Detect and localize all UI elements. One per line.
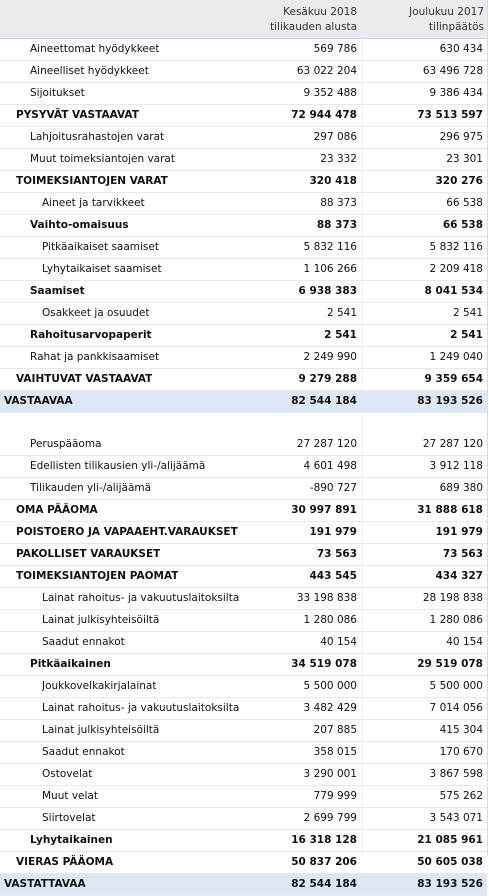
table-row [0, 830, 487, 852]
row-value-previous: 296 975 [439, 131, 483, 143]
row-value-previous: 5 500 000 [429, 680, 483, 692]
row-value-previous: 2 541 [452, 307, 483, 319]
row-value-current: 191 979 [309, 526, 357, 538]
table-row [0, 434, 487, 456]
table-row [0, 105, 487, 127]
row-label: PAKOLLISET VARAUKSET [16, 548, 161, 560]
table-row [0, 281, 487, 303]
row-label: Osakkeet ja osuudet [42, 307, 150, 319]
table-row [0, 149, 487, 171]
row-value-previous: 29 519 078 [417, 658, 483, 670]
row-label: Lainat rahoitus- ja vakuutuslaitoksilta [42, 702, 240, 714]
row-value-previous: 9 386 434 [429, 87, 483, 99]
row-value-previous: 83 193 526 [417, 395, 483, 407]
row-value-current: 6 938 383 [298, 285, 357, 297]
row-label: Muut velat [42, 790, 98, 802]
table-row [0, 61, 487, 83]
table-row [0, 237, 487, 259]
row-value-previous: 1 249 040 [429, 351, 483, 363]
table-body [0, 39, 487, 896]
row-value-previous: 191 979 [435, 526, 483, 538]
table-row [0, 742, 487, 764]
row-label: Aineelliset hyödykkeet [30, 65, 149, 77]
row-value-current: 2 541 [326, 307, 357, 319]
row-value-current: 569 786 [313, 43, 357, 55]
row-value-current: 4 601 498 [303, 460, 357, 472]
row-label: POISTOERO JA VAPAAEHT.VARAUKSET [16, 526, 238, 538]
table-row [0, 369, 487, 391]
row-label: Lahjoitusrahastojen varat [30, 131, 165, 143]
table-row [0, 478, 487, 500]
table-row [0, 259, 487, 281]
row-label: Rahoitusarvopaperit [30, 329, 152, 341]
row-label: Sijoitukset [30, 87, 85, 99]
table-row [0, 522, 487, 544]
row-value-previous: 23 301 [446, 153, 483, 165]
spacer-row [0, 413, 487, 434]
row-value-current: 40 154 [320, 636, 357, 648]
header-col-previous-line1: Joulukuu 2017 [409, 6, 484, 18]
row-label: TOIMEKSIANTOJEN VARAT [16, 175, 168, 187]
header-col-current-line1: Kesäkuu 2018 [283, 6, 357, 18]
table-row [0, 39, 487, 61]
row-value-previous: 415 304 [439, 724, 483, 736]
row-value-previous: 575 262 [439, 790, 483, 802]
row-value-current: 33 198 838 [296, 592, 357, 604]
row-label: VIERAS PÄÄOMA [16, 856, 114, 868]
table-row [0, 325, 487, 347]
row-label: Ostovelat [42, 768, 93, 780]
row-value-previous: 27 287 120 [422, 438, 483, 450]
header-col-previous-line2: tilinpäätös [428, 21, 484, 33]
row-value-current: 88 373 [316, 219, 357, 231]
row-value-current: 320 418 [309, 175, 357, 187]
row-value-current: 27 287 120 [296, 438, 357, 450]
row-value-current: 3 482 429 [303, 702, 357, 714]
row-value-previous: 3 867 598 [429, 768, 483, 780]
table-row [0, 83, 487, 105]
table-row [0, 764, 487, 786]
row-value-current: 88 373 [320, 197, 357, 209]
table-row [0, 654, 487, 676]
row-label: PYSYVÄT VASTAAVAT [16, 109, 139, 121]
row-value-previous: 73 563 [442, 548, 483, 560]
row-value-previous: 31 888 618 [417, 504, 483, 516]
row-value-current: 16 318 128 [291, 834, 357, 846]
table-row [0, 874, 487, 896]
row-value-previous: 66 538 [442, 219, 483, 231]
row-label: Vaihto-omaisuus [30, 219, 129, 231]
row-value-previous: 434 327 [435, 570, 483, 582]
table-row [0, 610, 487, 632]
row-label: Pitkäaikaiset saamiset [42, 241, 159, 253]
row-value-current: 63 022 204 [296, 65, 357, 77]
row-label: Muut toimeksiantojen varat [30, 153, 175, 165]
header-col-previous [359, 5, 484, 35]
row-label: Lainat julkisyhteisöiltä [42, 724, 160, 736]
row-label: Edellisten tilikausien yli-/alijäämä [30, 460, 206, 472]
row-label: VAIHTUVAT VASTAAVAT [16, 373, 153, 385]
table-row [0, 347, 487, 369]
row-value-previous: 1 280 086 [429, 614, 483, 626]
row-value-previous: 320 276 [435, 175, 483, 187]
row-label: Lyhytaikaiset saamiset [42, 263, 162, 275]
row-value-previous: 40 154 [446, 636, 483, 648]
table-row [0, 171, 487, 193]
row-value-previous: 5 832 116 [429, 241, 483, 253]
table-row [0, 566, 487, 588]
row-label: Peruspääoma [30, 438, 102, 450]
row-label: VASTAAVAA [4, 395, 73, 407]
row-value-current: 72 944 478 [291, 109, 357, 121]
row-value-current: 2 249 990 [303, 351, 357, 363]
row-value-current: 297 086 [313, 131, 357, 143]
row-value-current: 1 106 266 [303, 263, 357, 275]
row-label: Aineettomat hyödykkeet [30, 43, 160, 55]
row-label: Lainat rahoitus- ja vakuutuslaitoksilta [42, 592, 240, 604]
row-value-current: 82 544 184 [291, 395, 357, 407]
row-value-current: 5 500 000 [303, 680, 357, 692]
row-value-current: 9 352 488 [303, 87, 357, 99]
table-row [0, 720, 487, 742]
row-label: TOIMEKSIANTOJEN PAOMAT [16, 570, 179, 582]
row-value-current: 82 544 184 [291, 878, 357, 890]
row-value-current: 73 563 [316, 548, 357, 560]
row-label: Saadut ennakot [42, 746, 125, 758]
table-row [0, 303, 487, 325]
row-value-previous: 689 380 [439, 482, 483, 494]
table-row [0, 698, 487, 720]
row-value-previous: 63 496 728 [422, 65, 483, 77]
row-value-current: 358 015 [313, 746, 357, 758]
row-value-previous: 73 513 597 [417, 109, 483, 121]
row-value-current: 2 541 [324, 329, 357, 341]
row-value-current: 3 290 001 [303, 768, 357, 780]
row-label: Joukkovelkakirjalainat [42, 680, 157, 692]
row-value-current: 2 699 799 [303, 812, 357, 824]
row-value-current: 1 280 086 [303, 614, 357, 626]
row-label: Lainat julkisyhteisöiltä [42, 614, 160, 626]
row-label: Siirtovelat [42, 812, 96, 824]
row-label: Lyhytaikainen [30, 834, 113, 846]
row-label: Saamiset [30, 285, 85, 297]
row-value-previous: 83 193 526 [417, 878, 483, 890]
table-header [0, 0, 487, 39]
table-row [0, 676, 487, 698]
table-row [0, 127, 487, 149]
row-value-previous: 8 041 534 [424, 285, 483, 297]
row-value-previous: 3 543 071 [429, 812, 483, 824]
row-label: Pitkäaikainen [30, 658, 111, 670]
row-value-current: 779 999 [313, 790, 357, 802]
table-row [0, 500, 487, 522]
table-row [0, 193, 487, 215]
header-col-current-line2: tilikauden alusta [270, 21, 357, 33]
table-row [0, 456, 487, 478]
row-value-previous: 9 359 654 [424, 373, 483, 385]
row-value-current: 23 332 [320, 153, 357, 165]
row-value-current: 9 279 288 [298, 373, 357, 385]
row-value-current: -890 727 [309, 482, 357, 494]
row-value-current: 443 545 [309, 570, 357, 582]
row-value-current: 5 832 116 [303, 241, 357, 253]
row-value-current: 34 519 078 [291, 658, 357, 670]
table-row [0, 786, 487, 808]
row-value-previous: 2 209 418 [429, 263, 483, 275]
row-label: OMA PÄÄOMA [16, 504, 98, 516]
table-row [0, 632, 487, 654]
row-label: Aineet ja tarvikkeet [42, 197, 145, 209]
row-value-previous: 66 538 [446, 197, 483, 209]
row-value-previous: 21 085 961 [417, 834, 483, 846]
table-row [0, 808, 487, 830]
row-value-previous: 3 912 118 [429, 460, 483, 472]
table-row [0, 852, 487, 874]
row-label: VASTATTAVAA [4, 878, 86, 890]
row-label: Tilikauden yli-/alijäämä [30, 482, 152, 494]
row-value-previous: 28 198 838 [422, 592, 483, 604]
row-value-previous: 170 670 [439, 746, 483, 758]
row-value-current: 30 997 891 [291, 504, 357, 516]
table-row [0, 544, 487, 566]
header-col-current [217, 5, 357, 35]
table-row [0, 588, 487, 610]
row-value-previous: 7 014 056 [429, 702, 483, 714]
row-label: Saadut ennakot [42, 636, 125, 648]
table-row [0, 215, 487, 237]
row-label: Rahat ja pankkisaamiset [30, 351, 160, 363]
row-value-previous: 50 605 038 [417, 856, 483, 868]
row-value-previous: 2 541 [450, 329, 483, 341]
row-value-previous: 630 434 [439, 43, 483, 55]
row-value-current: 50 837 206 [291, 856, 357, 868]
table-row [0, 391, 487, 413]
row-value-current: 207 885 [313, 724, 357, 736]
